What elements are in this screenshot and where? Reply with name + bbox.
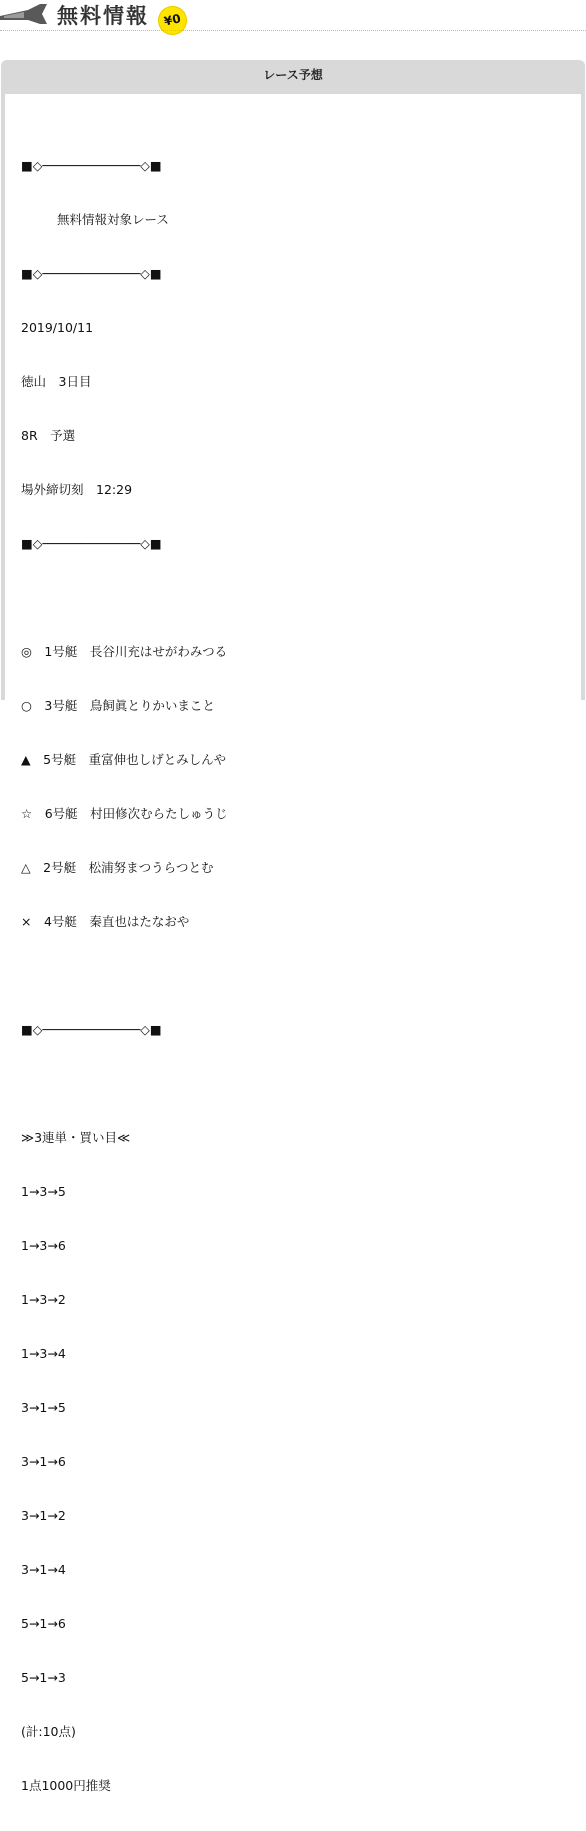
header [0, 0, 586, 38]
bet-line: 1→3→6 [21, 1238, 66, 1253]
page-title: 無料情報 [57, 4, 149, 28]
bet-line: 3→1→2 [21, 1508, 66, 1523]
pick-line: ▲ 5号艇 重富伸也しげとみしんや [21, 752, 227, 767]
race-deadline: 場外締切刻 12:29 [21, 482, 133, 497]
separator-line: ■◇─────────────◇■ [21, 158, 162, 173]
pick-line: ◎ 1号艇 長谷川充はせがわみつる [21, 644, 228, 659]
bet-line: 1→3→4 [21, 1346, 66, 1361]
pick-line: △ 2号艇 松浦努まつうらつとむ [21, 860, 214, 875]
spacer [21, 967, 561, 985]
bet-line: 5→1→3 [21, 1670, 66, 1685]
panel-body [5, 94, 581, 1793]
race-venue-day: 徳山 3日目 [21, 374, 92, 389]
prediction-panel [1, 60, 585, 1793]
separator-line: ■◇─────────────◇■ [21, 536, 162, 551]
arrow-banner-icon [0, 2, 48, 28]
free-badge: ¥0 [155, 3, 189, 37]
pick-line: × 4号艇 秦直也はたなおや [21, 914, 190, 929]
race-name: 8R 予選 [21, 428, 76, 443]
separator-line: ■◇─────────────◇■ [21, 266, 162, 281]
race-date: 2019/10/11 [21, 320, 94, 335]
header-divider [0, 30, 586, 31]
pick-line: ○ 3号艇 鳥飼眞とりかいまこと [21, 698, 215, 713]
bet-line: 5→1→6 [21, 1616, 66, 1631]
target-race-label: 無料情報対象レース [57, 212, 169, 227]
bets-heading: ≫3連単・買い目≪ [21, 1130, 131, 1145]
prediction-content [21, 121, 561, 1831]
bet-line: 3→1→6 [21, 1454, 66, 1469]
pick-line: ☆ 6号艇 村田修次むらたしゅうじ [21, 806, 228, 821]
bet-line: 3→1→4 [21, 1562, 66, 1577]
bets-total: (計:10点) [21, 1724, 76, 1739]
separator-line: ■◇─────────────◇■ [21, 1022, 162, 1037]
panel-title: レース予想 [263, 68, 323, 82]
spacer [21, 1075, 561, 1093]
bets-recommendation: 1点1000円推奨 [21, 1778, 111, 1793]
spacer [21, 589, 561, 607]
bet-line: 3→1→5 [21, 1400, 66, 1415]
bet-line: 1→3→5 [21, 1184, 66, 1199]
bet-line: 1→3→2 [21, 1292, 66, 1307]
